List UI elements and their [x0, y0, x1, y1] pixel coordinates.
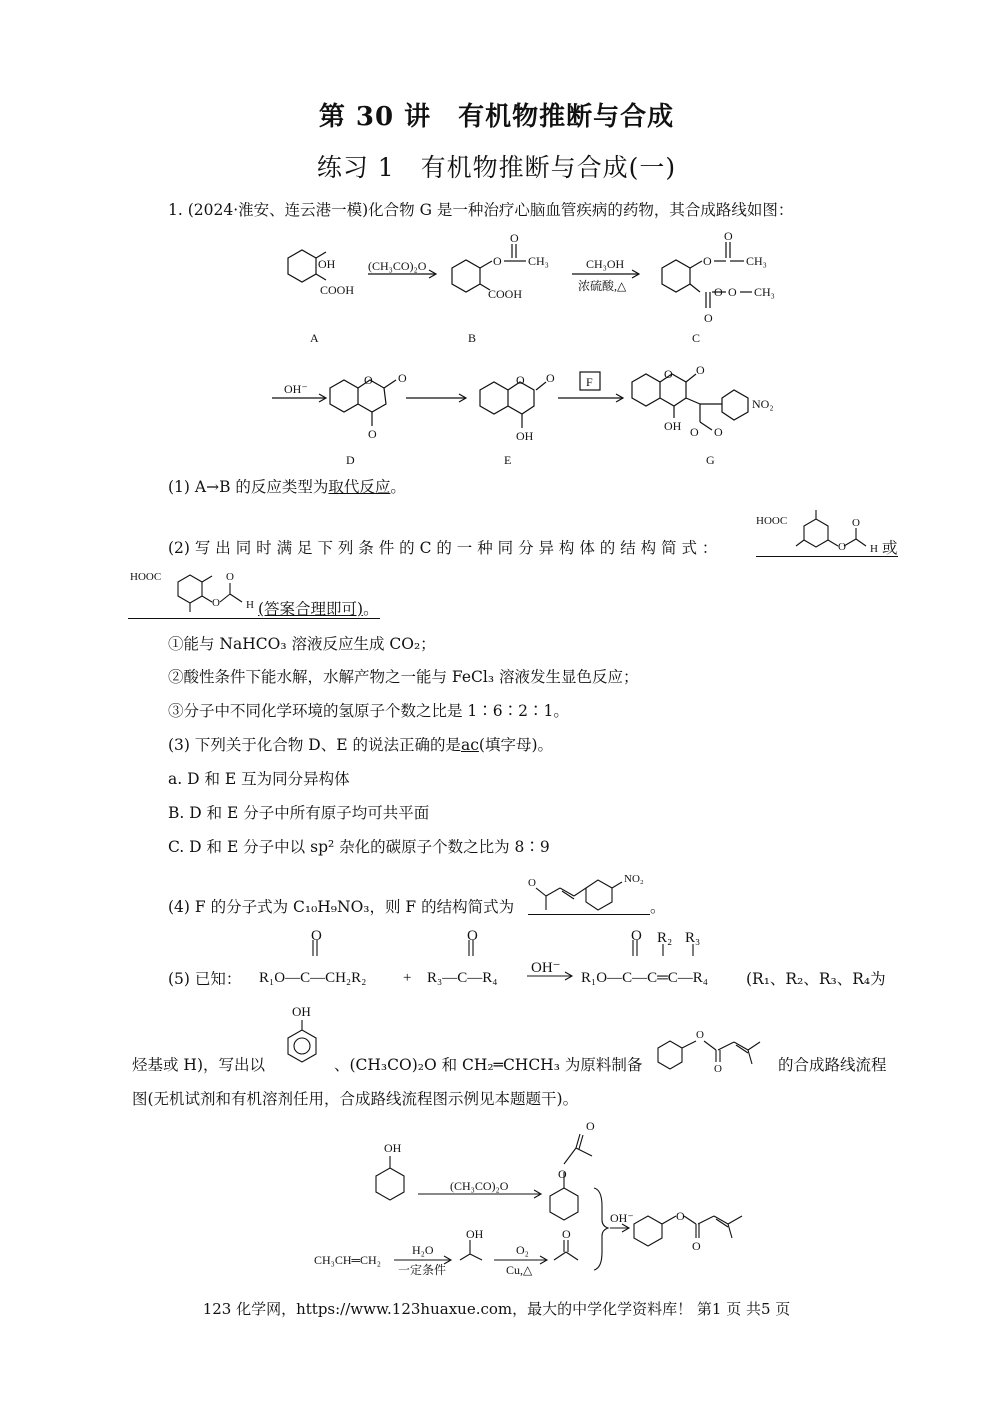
label-g: G — [706, 453, 715, 467]
page-footer: 123 化学网，https://www.123huaxue.com，最大的中学化学资料库！ 第1 页 共5 页 — [202, 1300, 791, 1318]
compound-d-ring — [330, 380, 358, 412]
svg-text:O: O — [212, 597, 220, 609]
svg-text:OH: OH — [516, 429, 534, 443]
svg-text:O: O — [226, 571, 234, 583]
svg-text:R₂: R₂ — [657, 930, 673, 946]
part-5-prefix: (5) 已知： — [168, 970, 242, 988]
part-2-answer-line — [756, 556, 898, 557]
svg-text:+: + — [403, 970, 412, 986]
svg-text:O: O — [516, 373, 525, 387]
svg-text:O: O — [724, 229, 733, 243]
svg-text:O: O — [368, 427, 377, 441]
svg-text:O: O — [696, 363, 705, 377]
target-product — [652, 1024, 776, 1074]
svg-text:O: O — [664, 367, 673, 381]
part-4-end: 。 — [650, 898, 666, 916]
svg-text:O: O — [714, 425, 723, 439]
reagent-bc-bottom: 浓硫酸,△ — [578, 279, 627, 293]
svg-text:O: O — [398, 371, 407, 385]
compound-c-ring — [662, 260, 690, 292]
part-5-line3: 图(无机试剂和有机溶剂任用，合成路线流程图示例见本题题干)。 — [132, 1090, 579, 1108]
svg-text:CH₃: CH₃ — [754, 285, 775, 299]
svg-text:O: O — [510, 231, 519, 245]
page-title: 第 30 讲 有机物推断与合成 — [318, 102, 675, 132]
label-e: E — [504, 453, 512, 467]
svg-text:NO₂: NO₂ — [624, 873, 644, 885]
part-3: (3) 下列关于化合物 D、E 的说法正确的是ac(填字母)。 — [168, 736, 554, 754]
isomer-answer-1 — [752, 506, 900, 560]
part-3-answer: ac — [460, 736, 479, 754]
route-reagent-1: (CH₃CO)₂O — [450, 1179, 509, 1193]
svg-text:O: O — [467, 928, 478, 944]
svg-text:R₁O—C—CH₂R₂: R₁O—C—CH₂R₂ — [259, 970, 367, 986]
reagent-ab: (CH₃CO)₂O — [368, 259, 427, 273]
part-2: (2) 写 出 同 时 满 足 下 列 条 件 的 C 的 一 种 同 分 异 构 体 的 结 构 简 式 ： — [168, 539, 718, 557]
route-reagent-3-bottom: 一定条件 — [398, 1263, 447, 1277]
svg-text:R₃—C—R₄: R₃—C—R₄ — [427, 970, 498, 986]
known-reagent: OH⁻ — [531, 960, 561, 976]
route-reagent-4-bottom: Cu,△ — [506, 1263, 533, 1277]
scheme-row-1 — [260, 228, 800, 353]
svg-text:O: O — [586, 1119, 595, 1133]
route-reagent-2: OH⁻ — [610, 1211, 634, 1225]
compound-a-ring — [288, 250, 316, 282]
svg-text:O: O — [562, 1227, 571, 1241]
option-b: B. D 和 E 分子中所有原子均可共平面 — [168, 804, 430, 822]
option-a: a. D 和 E 互为同分异构体 — [168, 770, 350, 788]
svg-text:R₃: R₃ — [685, 930, 701, 946]
label-b: B — [468, 331, 477, 345]
svg-text:O: O — [692, 1239, 701, 1253]
svg-text:O: O — [364, 373, 373, 387]
svg-text:O: O — [714, 1063, 722, 1074]
condition-2: ②酸性条件下能水解，水解产物之一能与 FeCl₃ 溶液发生显色反应； — [168, 668, 639, 686]
compound-e-ring — [480, 382, 508, 414]
isomer-answer-2 — [128, 566, 268, 618]
svg-text:O: O — [676, 1209, 685, 1223]
svg-text:O: O — [703, 254, 712, 268]
svg-text:O: O — [696, 1029, 704, 1041]
part-5-line2a: 烃基或 H)，写出以 — [132, 1056, 265, 1074]
route-reagent-3-top: H₂O — [412, 1243, 434, 1257]
option-c: C. D 和 E 分子中以 sp² 杂化的碳原子个数之比为 8∶9 — [168, 838, 550, 856]
condition-3: ③分子中不同化学环境的氢原子个数之比是 1∶6∶2∶1。 — [168, 702, 569, 720]
svg-text:H: H — [246, 599, 254, 611]
compound-b-ring — [452, 260, 480, 292]
svg-text:O: O — [528, 877, 536, 889]
answer-route — [310, 1116, 770, 1286]
part-2-note: (答案合理即可)。 — [258, 600, 379, 618]
label-a: A — [310, 331, 319, 345]
part-1: (1) A→B 的反应类型为取代反应。 — [168, 478, 406, 496]
compound-g-ring — [632, 374, 660, 406]
nitrophenyl-ring — [722, 390, 748, 420]
svg-text:HOOC: HOOC — [130, 571, 162, 583]
compound-f-structure — [526, 862, 658, 914]
phenol-structure — [276, 1000, 332, 1074]
known-reaction — [255, 926, 745, 996]
svg-text:OH: OH — [318, 257, 336, 271]
svg-text:H: H — [870, 543, 878, 555]
svg-text:OH: OH — [664, 419, 682, 433]
reagent-f-box: F — [586, 375, 593, 389]
reagent-cd: OH⁻ — [284, 382, 308, 396]
svg-text:CH₃: CH₃ — [746, 254, 767, 268]
svg-text:O: O — [690, 425, 699, 439]
svg-text:COOH: COOH — [320, 283, 355, 297]
svg-text:O: O — [704, 311, 713, 325]
svg-text:CH₃: CH₃ — [528, 254, 549, 268]
label-d: D — [346, 453, 355, 467]
svg-text:OH: OH — [292, 1004, 311, 1019]
part-5-line2b: 、(CH₃CO)₂O 和 CH₂═CHCH₃ 为原料制备 — [334, 1056, 643, 1074]
condition-1: ①能与 NaHCO₃ 溶液反应生成 CO₂； — [168, 635, 436, 653]
part-2-or: 或 — [882, 539, 898, 557]
part-5-rgroups: (R₁、R₂、R₃、R₄为 — [746, 970, 886, 988]
svg-text:O: O — [714, 285, 723, 299]
svg-text:OH: OH — [466, 1227, 484, 1241]
svg-text:O: O — [493, 254, 502, 268]
svg-text:O: O — [546, 371, 555, 385]
svg-text:NO₂: NO₂ — [752, 397, 774, 411]
svg-text:COOH: COOH — [488, 287, 523, 301]
part-1-answer: 取代反应 — [328, 478, 391, 496]
label-c: C — [692, 331, 701, 345]
svg-text:O: O — [852, 517, 860, 529]
reagent-bc-top: CH₃OH — [586, 257, 625, 271]
part-4: (4) F 的分子式为 C₁₀H₉NO₃，则 F 的结构简式为 — [168, 898, 515, 916]
svg-text:O: O — [728, 285, 737, 299]
svg-text:OH: OH — [384, 1141, 402, 1155]
route-start-2: CH₃CH═CH₂ — [314, 1253, 381, 1267]
svg-text:O: O — [558, 1167, 567, 1181]
svg-text:O: O — [631, 928, 642, 944]
svg-text:HOOC: HOOC — [756, 515, 788, 527]
part-5-line2c: 的合成路线流程 — [778, 1056, 887, 1074]
question-intro: 1. (2024·淮安、连云港一模)化合物 G 是一种治疗心脑血管疾病的药物，其合成路线如图： — [168, 201, 794, 219]
svg-text:R₁O—C—C═C—R₄: R₁O—C—C═C—R₄ — [581, 970, 708, 986]
svg-text:O: O — [838, 541, 846, 553]
scheme-row-2 — [260, 360, 820, 470]
page-subtitle: 练习 1 有机物推断与合成(一) — [316, 153, 677, 182]
route-reagent-4-top: O₂ — [516, 1243, 529, 1257]
svg-text:O: O — [311, 928, 322, 944]
part-4-answer-line — [528, 914, 650, 915]
